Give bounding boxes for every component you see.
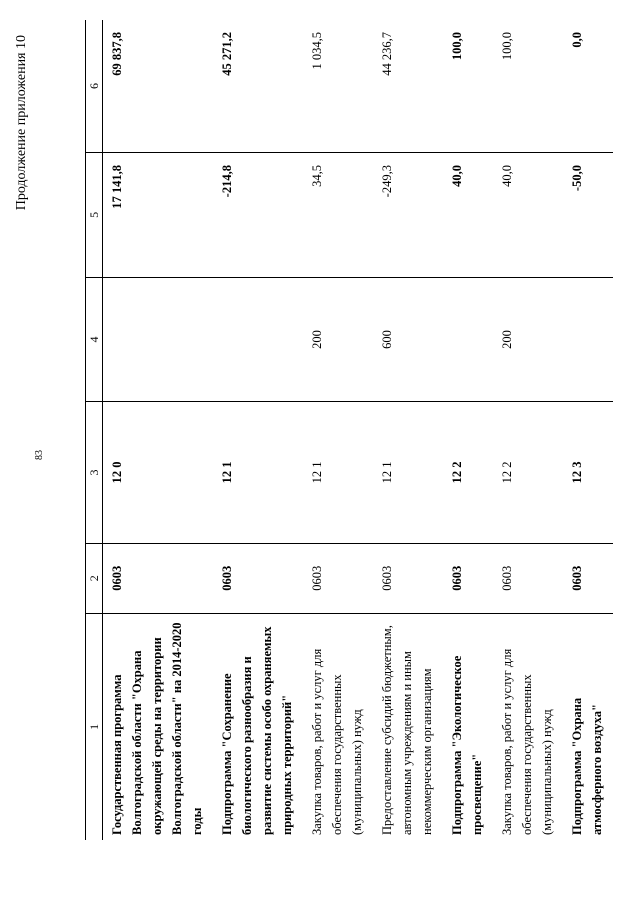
target-item-cell: 12 3 [563, 402, 613, 543]
section-cell: 0603 [493, 543, 563, 613]
change-cell: -249,3 [373, 153, 443, 278]
total-cell: 44 236,7 [373, 20, 443, 153]
total-cell: 100,0 [443, 20, 493, 153]
section-cell: 0603 [443, 543, 493, 613]
section-cell: 0603 [103, 543, 214, 613]
expense-type-cell [443, 277, 493, 402]
row-name-cell: Государственная программа Волгоградской области "Охрана окружающей среды на территории Волгоградской области" на 2014-2020 годы [110, 622, 204, 835]
expense-type-cell [213, 277, 303, 402]
column-header: 3 [86, 402, 103, 543]
table-row [563, 20, 613, 840]
page-number: 83 [34, 450, 45, 460]
change-cell: 34,5 [303, 153, 373, 278]
target-item-cell: 12 2 [443, 402, 493, 543]
table-row [213, 20, 303, 840]
page-header [14, 0, 45, 905]
section-cell: 0603 [213, 543, 303, 613]
budget-table [85, 20, 613, 840]
change-cell: 17 141,8 [103, 153, 214, 278]
expense-type-cell [103, 277, 214, 402]
section-cell: 0603 [373, 543, 443, 613]
header-title: Продолжение приложения 10 [14, 35, 29, 211]
total-cell: 1 034,5 [303, 20, 373, 153]
total-cell: 69 837,8 [103, 20, 214, 153]
table-row [373, 20, 443, 840]
expense-type-cell: 600 [373, 277, 443, 402]
row-name-cell: Подпрограмма "Экологическое просвещение" [450, 655, 484, 835]
column-header: 1 [86, 613, 103, 840]
table-header-row [86, 20, 103, 840]
total-cell: 45 271,2 [213, 20, 303, 153]
column-header: 6 [86, 20, 103, 153]
change-cell: -214,8 [213, 153, 303, 278]
total-cell: 0,0 [563, 20, 613, 153]
column-header: 2 [86, 543, 103, 613]
change-cell: 40,0 [493, 153, 563, 278]
row-name-cell: Закупка товаров, работ и услуг для обеспечения государственных (муниципальных) нужд [310, 648, 364, 835]
table-row [103, 20, 214, 840]
target-item-cell: 12 1 [213, 402, 303, 543]
target-item-cell: 12 2 [493, 402, 563, 543]
total-cell: 100,0 [493, 20, 563, 153]
change-cell: 40,0 [443, 153, 493, 278]
expense-type-cell: 200 [303, 277, 373, 402]
target-item-cell: 12 1 [373, 402, 443, 543]
column-header: 5 [86, 153, 103, 278]
row-name-cell: Закупка товаров, работ и услуг для обеспечения государственных (муниципальных) нужд [500, 648, 554, 835]
row-name-cell: Подпрограмма "Сохранение биологического разнообразия и развитие системы особо охраняемых природных территорий" [220, 626, 294, 835]
expense-type-cell: 200 [493, 277, 563, 402]
target-item-cell: 12 1 [303, 402, 373, 543]
change-cell: -50,0 [563, 153, 613, 278]
expense-type-cell [563, 277, 613, 402]
section-cell: 0603 [563, 543, 613, 613]
target-item-cell: 12 0 [103, 402, 214, 543]
table-row [493, 20, 563, 840]
table-row [443, 20, 493, 840]
section-cell: 0603 [303, 543, 373, 613]
row-name-cell: Подпрограмма "Охрана атмосферного воздуха" [570, 697, 604, 835]
column-header: 4 [86, 277, 103, 402]
table-row [303, 20, 373, 840]
table-body [103, 20, 614, 840]
row-name-cell: Предоставление субсидий бюджетным, автономным учреждениям и иным некоммерческим организациям [380, 625, 434, 835]
